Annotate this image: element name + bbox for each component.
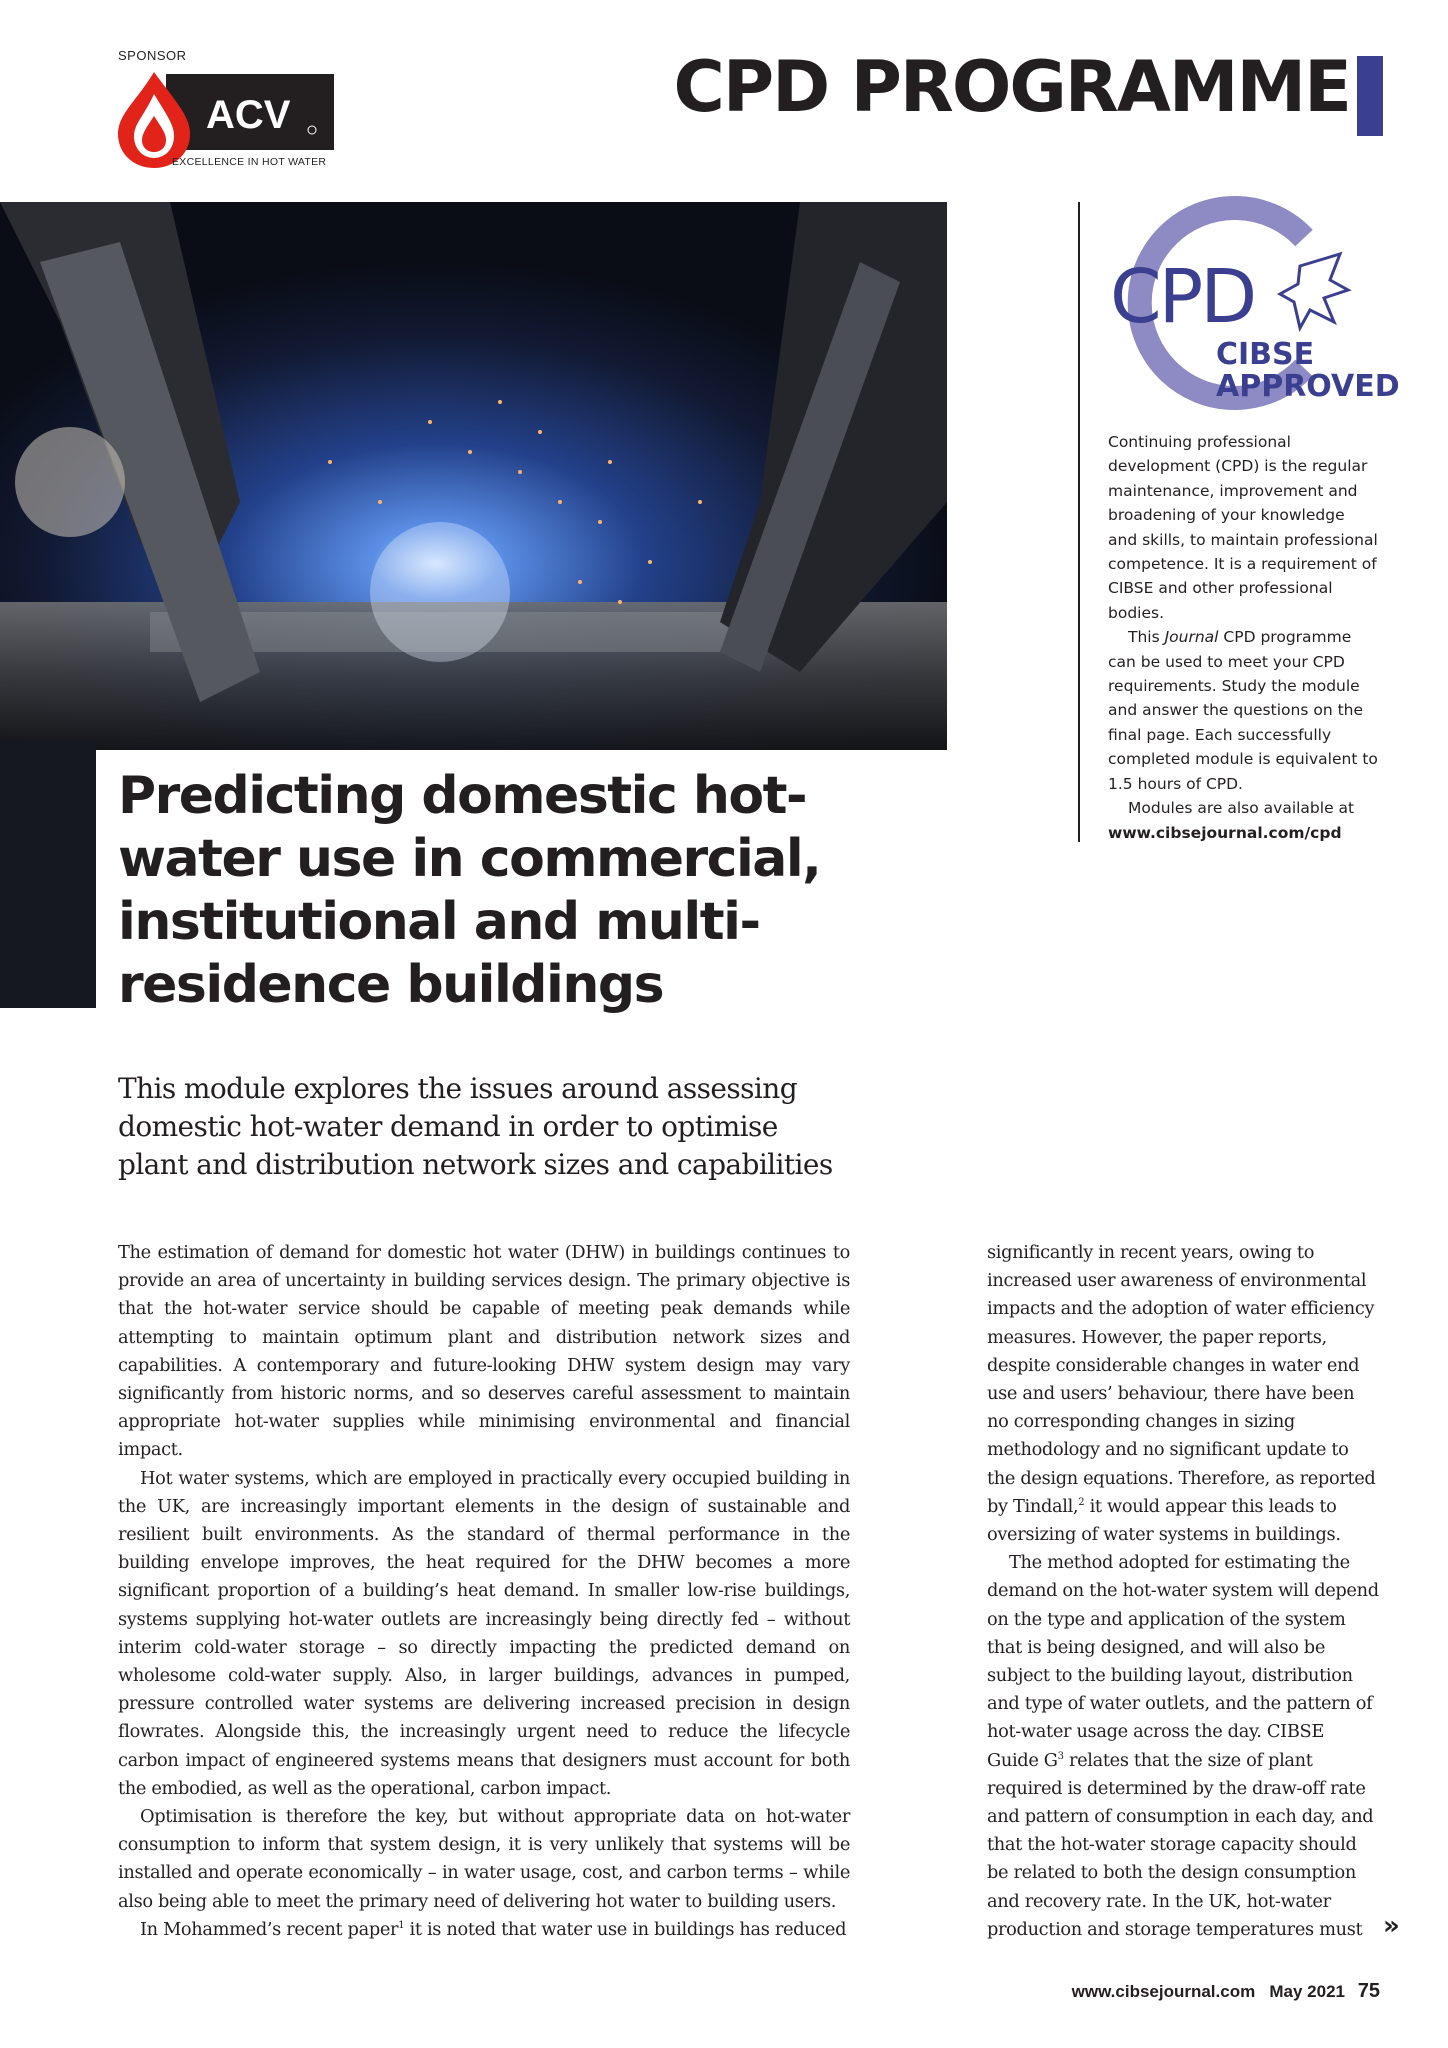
badge-line2: APPROVED — [1216, 369, 1400, 404]
sponsor-label: SPONSOR — [118, 48, 187, 63]
section-accent-bar — [1357, 56, 1383, 136]
badge-cpd-text: CPD — [1110, 254, 1255, 340]
sidebar-usage: This Journal CPD programme can be used to meet your CPD requirements. Study the module and answer the questions on the final page. Each successfully completed module is equivalent to 1.5 hours of CPD. — [1108, 628, 1378, 793]
body-paragraph: In Mohammed’s recent paper$^1$ it is noted that water use in buildings has reduced — [140, 1918, 847, 1940]
body-column-right — [987, 1239, 1379, 1944]
cpd-cibse-approved-badge — [1104, 198, 1400, 408]
body-paragraph: significantly in recent years, owing to increased user awareness of environmental impacts and the adoption of water efficiency measures. However, the paper reports, despite considerable changes in water end use and users’ behaviour, there have been no corresponding changes in sizing methodology and no significant update to the design equations. Therefore, as reported by Tindall,$^2$ it would appear this leads to oversizing of water systems in buildings. — [987, 1242, 1376, 1546]
hero-image-strip — [0, 740, 96, 1008]
sidebar-availability: Modules are also available at — [1128, 799, 1355, 818]
hero-image-welding — [0, 202, 947, 750]
body-column-left — [118, 1239, 850, 1944]
article-title: Predicting domestic hot-water use in commercial, institutional and multi-residence buildings — [118, 766, 821, 1015]
cpd-website-link[interactable]: www.cibsejournal.com/cpd — [1108, 823, 1342, 842]
sidebar-intro: Continuing professional development (CPD) is the regular maintenance, improvement and broadening of your knowledge and skills, to maintain professional competence. It is a requirement of CIBSE and other professional bodies. — [1108, 433, 1378, 622]
body-paragraph: Hot water systems, which are employed in practically every occupied building in the UK, are increasingly important elements in the design of sustainable and resilient built environments. As the standard of thermal performance in the building envelope improves, the heat required for the DHW becomes a more significant proportion of a building’s heat demand. In smaller low-rise buildings, systems supplying hot-water outlets are increasingly being directly fed – without interim cold-water storage – so directly impacting the predicted demand on wholesome cold-water supply. Also, in larger buildings, advances in pumped, pressure controlled water systems are delivering increased precision in design flowrates. Alongside this, the increasingly urgent need to reduce the lifecycle carbon impact of engineered systems means that designers must account for both the embodied, as well as the operational, carbon impact. — [118, 1467, 850, 1799]
acv-logo — [116, 72, 336, 168]
sponsor-tagline: EXCELLENCE IN HOT WATER — [172, 156, 327, 168]
section-title: CPD PROGRAMME — [673, 46, 1350, 128]
griffin-icon — [1280, 254, 1348, 328]
body-paragraph: Optimisation is therefore the key, but without appropriate data on hot-water consumption to inform that system design, it is very unlikely that systems will be installed and operate economically – in water usage, cost, and carbon terms – while also being able to meet the primary need of delivering hot water to building users. — [118, 1806, 850, 1912]
footer-site: www.cibsejournal.com — [1071, 1982, 1256, 2001]
sidebar-divider — [1078, 202, 1080, 842]
continue-double-chevron-right-icon: » — [1383, 1911, 1400, 1941]
reference-1: 1 — [398, 1919, 405, 1931]
badge-line1: CIBSE — [1216, 337, 1315, 372]
footer-issue: May 2021 — [1269, 1982, 1346, 2001]
body-paragraph: The method adopted for estimating the demand on the hot-water system will depend on the type and application of the system that is being designed, and will also be subject to the building layout, distribution and type of water outlets, and the pattern of hot-water usage across the day. CIBSE Guide $G^3$ relates that the size of plant required is determined by the draw-off rate and pattern of consumption in each day, and that the hot-water storage capacity should be related to both the design consumption and recovery rate. In the UK, hot-water production and storage temperatures must — [987, 1552, 1379, 1940]
reference-2: 2 — [1078, 1496, 1085, 1508]
reference-3: 3 — [1057, 1750, 1064, 1762]
body-paragraph: The estimation of demand for domestic hot water (DHW) in buildings continues to provide an area of uncertainty in building services design. The primary objective is that the hot-water service should be capable of meeting peak demands while attempting to maintain optimum plant and distribution network sizes and capabilities. A contemporary and future-looking DHW system design may vary significantly from historic norms, and so deserves careful assessment to maintain appropriate hot-water supplies while minimising environmental and financial impact. — [118, 1242, 850, 1461]
page-footer — [1072, 1980, 1380, 2003]
acv-wordmark: ACV — [206, 93, 291, 137]
cpd-sidebar — [1108, 430, 1378, 845]
standfirst: This module explores the issues around assessing domestic hot-water demand in order to optimise plant and distribution network sizes and capabilities — [118, 1072, 833, 1181]
page-number: 75 — [1357, 1980, 1380, 2002]
